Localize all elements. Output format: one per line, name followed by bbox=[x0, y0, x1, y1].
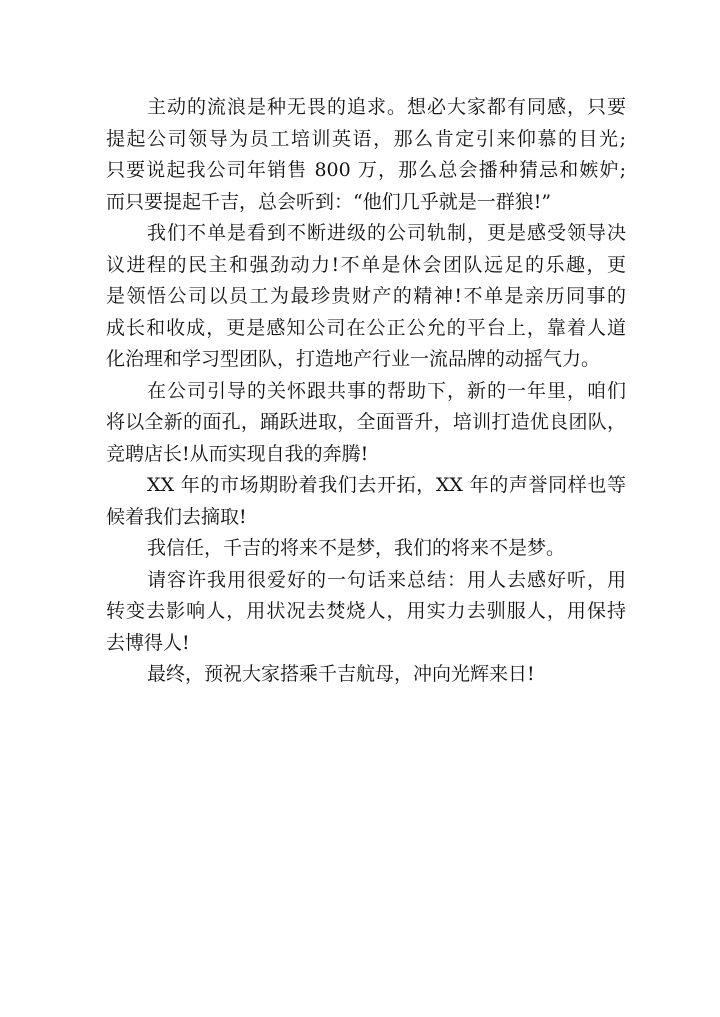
text-line: 候着我们去摘取! bbox=[106, 505, 247, 528]
text-line: 请容许我用很爱好的一句话来总结：用人去感好听，用 bbox=[147, 568, 626, 591]
paragraph-3 bbox=[106, 376, 626, 471]
text-line: 提起公司领导为员工培训英语，那么肯定引来仰慕的目光; bbox=[106, 127, 626, 150]
text-line: 转变去影响人，用状况去焚烧人，用实力去驯服人，用保持 bbox=[106, 600, 626, 622]
text-line: 竞聘店长!从而实现自我的奔腾! bbox=[106, 442, 369, 465]
paragraph-7 bbox=[106, 659, 626, 691]
text-line: 将以全新的面孔，踊跃进取，全面晋升，培训打造优良团队， bbox=[106, 411, 626, 433]
text-line: 议进程的民主和强劲动力!不单是休会团队远足的乐趣，更 bbox=[106, 253, 626, 276]
text-line: 而只要提起千吉，总会听到：“他们几乎就是一群狼!” bbox=[106, 190, 552, 213]
text-line: XX 年的市场期盼着我们去开拓，XX 年的声誉同样也等 bbox=[147, 474, 626, 496]
paragraph-2 bbox=[106, 218, 626, 376]
text-line: 在公司引导的关怀跟共事的帮助下，新的一年里，咱们 bbox=[147, 379, 626, 402]
text-line: 我信任，千吉的将来不是梦，我们的将来不是梦。 bbox=[147, 537, 566, 559]
text-line: 去博得人! bbox=[106, 631, 190, 654]
text-line: 是领悟公司以员工为最珍贵财产的精神!不单是亲历同事的 bbox=[106, 285, 626, 307]
paragraph-1 bbox=[106, 92, 626, 218]
document-body bbox=[106, 92, 626, 691]
text-line: 成长和收成，更是感知公司在公正公允的平台上，靠着人道 bbox=[106, 316, 626, 339]
text-line: 最终，预祝大家搭乘千吉航母，冲向光辉来日! bbox=[147, 663, 535, 685]
paragraph-5 bbox=[106, 533, 626, 565]
text-line: 主动的流浪是种无畏的追求。想必大家都有同感，只要 bbox=[147, 96, 626, 118]
paragraph-6 bbox=[106, 565, 626, 660]
text-line: 化治理和学习型团队，打造地产行业一流品牌的动摇气力。 bbox=[106, 348, 601, 370]
text-line: 我们不单是看到不断进级的公司轨制，更是感受领导决 bbox=[147, 222, 626, 244]
text-line: 只要说起我公司年销售 800 万，那么总会播种猜忌和嫉妒; bbox=[106, 159, 626, 181]
paragraph-4 bbox=[106, 470, 626, 533]
